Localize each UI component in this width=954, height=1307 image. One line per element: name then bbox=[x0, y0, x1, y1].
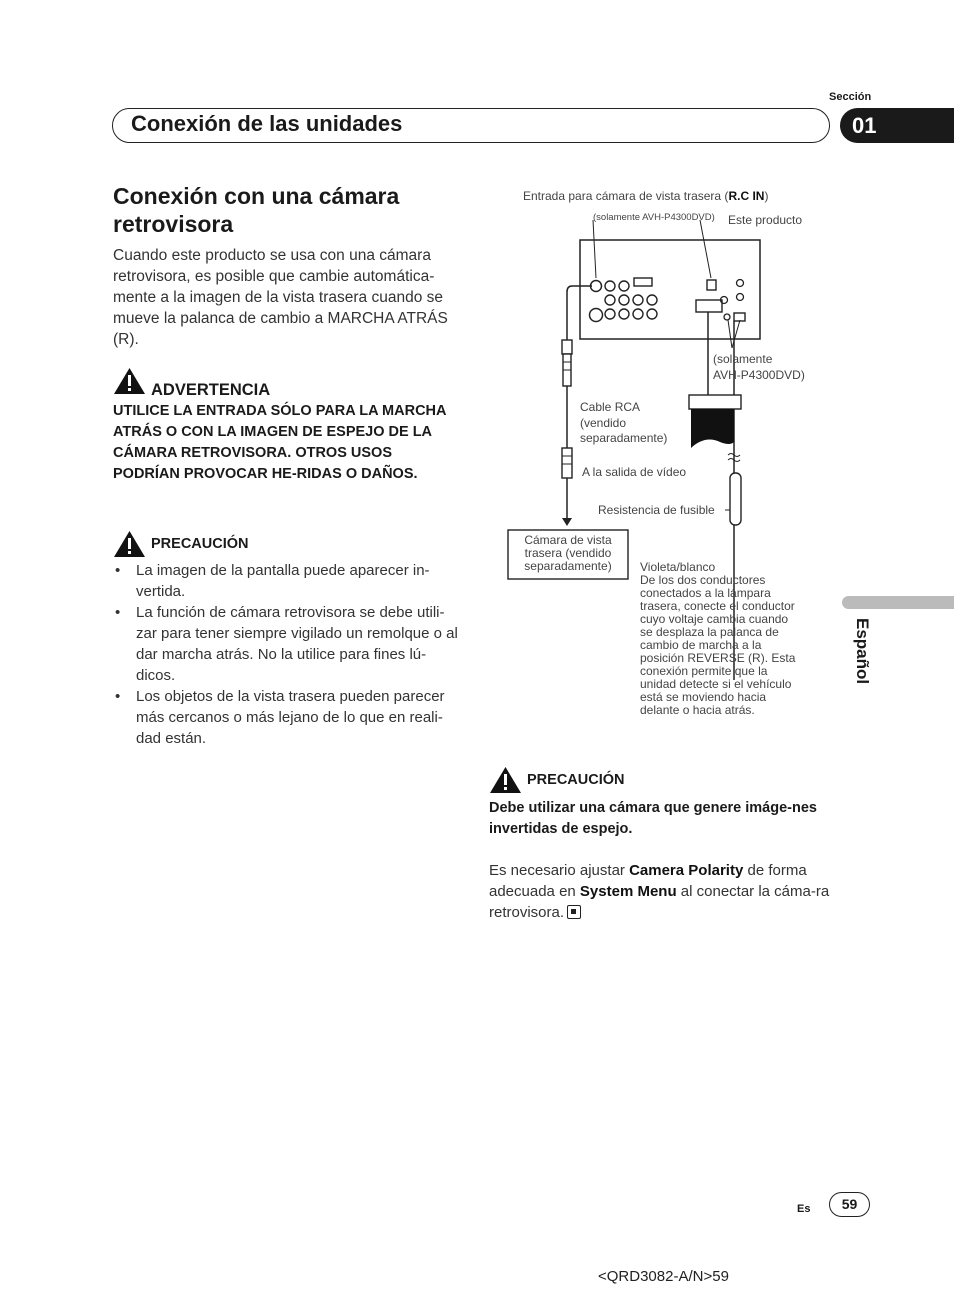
language-code: Es bbox=[797, 1203, 811, 1215]
warning-icon bbox=[113, 367, 146, 395]
violet-note-line: trasera, conecte el conductor bbox=[640, 599, 795, 613]
section-number: 01 bbox=[840, 108, 954, 143]
label-only-model: (solamente AVH-P4300DVD) bbox=[593, 212, 715, 223]
label-only-model-2: (solamente AVH-P4300DVD) bbox=[713, 352, 805, 382]
connection-diagram bbox=[500, 180, 830, 740]
label-rca-cable: Cable RCA (vendido separadamente) bbox=[580, 400, 668, 445]
violet-note-line: conexión permite que la bbox=[640, 664, 768, 678]
caution-list bbox=[113, 560, 458, 749]
violet-note-line: De los dos conductores bbox=[640, 573, 766, 587]
list-item: • La función de cámara retrovisora se debe utili-zar para tener siempre vigilado un remolque o al dar marcha atrás. No la utilice para fines lú-dicos. bbox=[113, 602, 458, 686]
caution-heading: PRECAUCIÓN bbox=[151, 536, 249, 552]
violet-white-note bbox=[640, 561, 795, 717]
warning-heading: ADVERTENCIA bbox=[151, 381, 271, 399]
caution2-body: Debe utilizar una cámara que genere imáge-nes invertidas de espejo. bbox=[489, 800, 817, 837]
intro-paragraph: Cuando este producto se usa con una cámara retrovisora, es posible que cambie automática-mente a la imagen de la vista trasera cuando se mueve la palanca de cambio a MARCHA ATRÁS (R). bbox=[113, 247, 448, 348]
camera-polarity-note: Es necesario ajustar Camera Polarity de forma adecuada en System Menu al conectar la cáma-ra retrovisora. bbox=[489, 862, 830, 921]
violet-note-line: conectados a la lámpara bbox=[640, 586, 771, 600]
caution-icon bbox=[489, 766, 522, 794]
violet-note-line: unidad detecte si el vehículo bbox=[640, 677, 792, 691]
page-number: 59 bbox=[829, 1192, 870, 1217]
caution-icon bbox=[113, 530, 146, 558]
camera-box-label: Cámara de vista trasera (vendido separadamente) bbox=[524, 533, 612, 573]
end-mark-icon bbox=[567, 905, 581, 919]
caution2-heading: PRECAUCIÓN bbox=[527, 772, 625, 788]
warning-body: UTILICE LA ENTRADA SÓLO PARA LA MARCHA ATRÁS O CON LA IMAGEN DE ESPEJO DE LA CÁMARA RETROVISORA. OTROS USOS PODRÍAN PROVOCAR HE-RIDAS O DAÑOS. bbox=[113, 403, 446, 482]
label-fuse-resistor: Resistencia de fusible bbox=[598, 503, 715, 517]
page-title: Conexión con una cámara retrovisora bbox=[113, 183, 400, 237]
violet-note-line: posición REVERSE (R). Esta bbox=[640, 651, 796, 665]
list-item: • La imagen de la pantalla puede aparecer in-vertida. bbox=[113, 560, 458, 602]
section-label: Sección bbox=[829, 91, 872, 103]
document-code: <QRD3082-A/N>59 bbox=[598, 1268, 729, 1285]
language-tab-bar bbox=[842, 596, 954, 609]
label-video-output: A la salida de vídeo bbox=[582, 465, 687, 479]
violet-note-line: cambio de marcha a la bbox=[640, 638, 762, 652]
language-tab: Español bbox=[853, 618, 872, 685]
header-title: Conexión de las unidades bbox=[131, 111, 403, 136]
label-this-product: Este producto bbox=[728, 213, 803, 227]
violet-note-line: está se moviendo hacia bbox=[640, 690, 767, 704]
list-item: • Los objetos de la vista trasera pueden parecer más cercanos o más lejano de lo que en reali-dad están. bbox=[113, 686, 458, 749]
violet-note-line: delante o hacia atrás. bbox=[640, 703, 755, 717]
label-rear-camera-input: Entrada para cámara de vista trasera (R.C IN) bbox=[523, 189, 769, 203]
violet-note-line: se desplaza la palanca de bbox=[640, 625, 779, 639]
violet-note-line: Violeta/blanco bbox=[640, 560, 716, 574]
violet-note-line: cuyo voltaje cambia cuando bbox=[640, 612, 789, 626]
